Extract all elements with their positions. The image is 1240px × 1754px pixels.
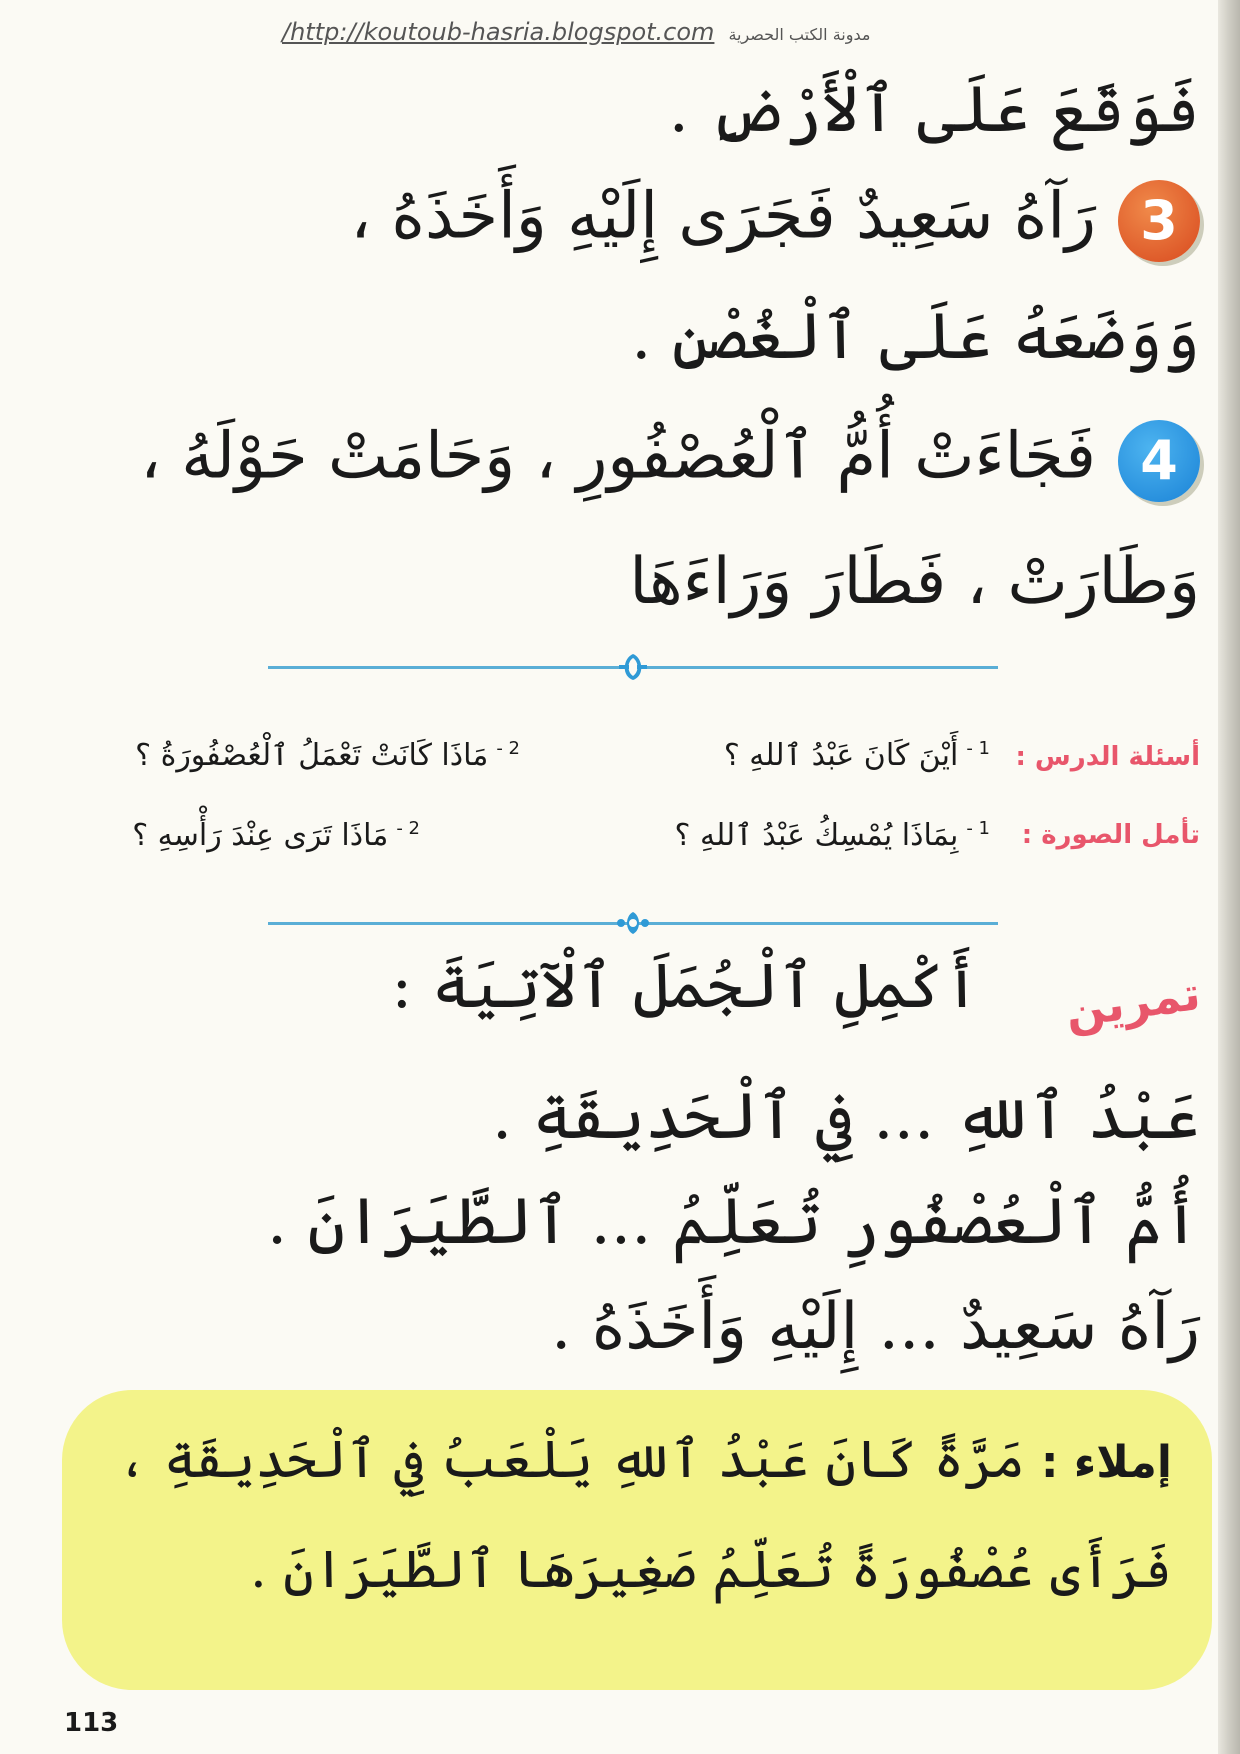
exercise-instruction: أَكْمِلِ ٱلْجُمَلَ ٱلْآتِيَةَ : <box>391 949 980 1022</box>
paragraph-3-line-2: وَوَضَعَهُ عَلَى ٱلْغُصْنِ . <box>631 300 1200 374</box>
paragraph-3-text: رَآهُ سَعِيدٌ فَجَرَى إِلَيْهِ وَأَخَذَهُ ، <box>350 179 1096 254</box>
section-divider <box>268 922 998 925</box>
ornament-icon <box>598 908 668 938</box>
section-divider <box>268 666 998 669</box>
picture-question-2 <box>132 818 420 853</box>
lesson-question-2 <box>135 738 520 773</box>
question-text: مَاذَا كَانَتْ تَعْمَلُ ٱلْعُصْفُورَةُ ؟ <box>135 738 489 773</box>
exercise-sentence-1: عَبْدُ ٱللهِ ... فِي ٱلْحَدِيقَةِ . <box>491 1080 1200 1154</box>
paragraph-number-badge: 3 <box>1118 180 1200 262</box>
question-text: مَاذَا تَرَى عِنْدَ رَأْسِهِ ؟ <box>132 818 389 853</box>
watermark-url[interactable]: /http://koutoub-hasria.blogspot.com <box>282 18 715 46</box>
question-number: 1 - <box>966 818 990 839</box>
exercise-sentence-2: أُمُّ ٱلْعُصْفُورِ تُعَلِّمُ ... ٱلطَّيَرَانَ . <box>266 1185 1200 1259</box>
story-line-1: فَوَقَعَ عَلَى ٱلْأَرْضِ . <box>668 73 1200 147</box>
dictation-line-2: فَرَأَى عُصْفُورَةً تُعَلِّمُ صَغِيرَهَا ٱلطَّيَرَانَ . <box>250 1540 1172 1600</box>
watermark <box>282 18 962 46</box>
page-number: 113 <box>64 1708 119 1738</box>
question-number: 1 - <box>966 738 990 759</box>
paragraph-3-line-1 <box>350 180 1200 262</box>
paragraph-4-line-1 <box>140 420 1200 502</box>
dictation-box <box>62 1390 1212 1690</box>
dictation-line-1 <box>117 1430 1172 1490</box>
exercise-label: تمرين <box>1061 965 1204 1039</box>
dictation-label: إملاء : <box>1040 1437 1172 1488</box>
question-text: أَيْنَ كَانَ عَبْدُ ٱللهِ ؟ <box>723 738 959 773</box>
page-edge <box>1218 0 1240 1754</box>
question-number: 2 - <box>396 818 420 839</box>
paragraph-4-line-2: وَطَارَتْ ، فَطَارَ وَرَاءَهَا <box>629 545 1200 619</box>
watermark-blog-name: مدونة الكتب الحصرية <box>728 25 871 44</box>
question-number: 2 - <box>496 738 520 759</box>
paragraph-4-text: فَجَاءَتْ أُمُّ ٱلْعُصْفُورِ ، وَحَامَتْ حَوْلَهُ ، <box>140 419 1096 494</box>
picture-question-1 <box>675 818 990 853</box>
lesson-questions-label: أسئلة الدرس : <box>1015 742 1200 772</box>
exercise-sentence-3: رَآهُ سَعِيدٌ ... إِلَيْهِ وَأَخَذَهُ . <box>551 1290 1200 1364</box>
ornament-icon <box>615 652 651 682</box>
paragraph-number-badge: 4 <box>1118 420 1200 502</box>
question-text: بِمَاذَا يُمْسِكُ عَبْدُ ٱللهِ ؟ <box>674 818 959 853</box>
lesson-question-1 <box>724 738 990 773</box>
picture-questions-label: تأمل الصورة : <box>1021 820 1200 850</box>
dictation-text-1: مَرَّةً كَانَ عَبْدُ ٱللهِ يَلْعَبُ فِي ٱلْحَدِيقَةِ ، <box>116 1430 1025 1490</box>
